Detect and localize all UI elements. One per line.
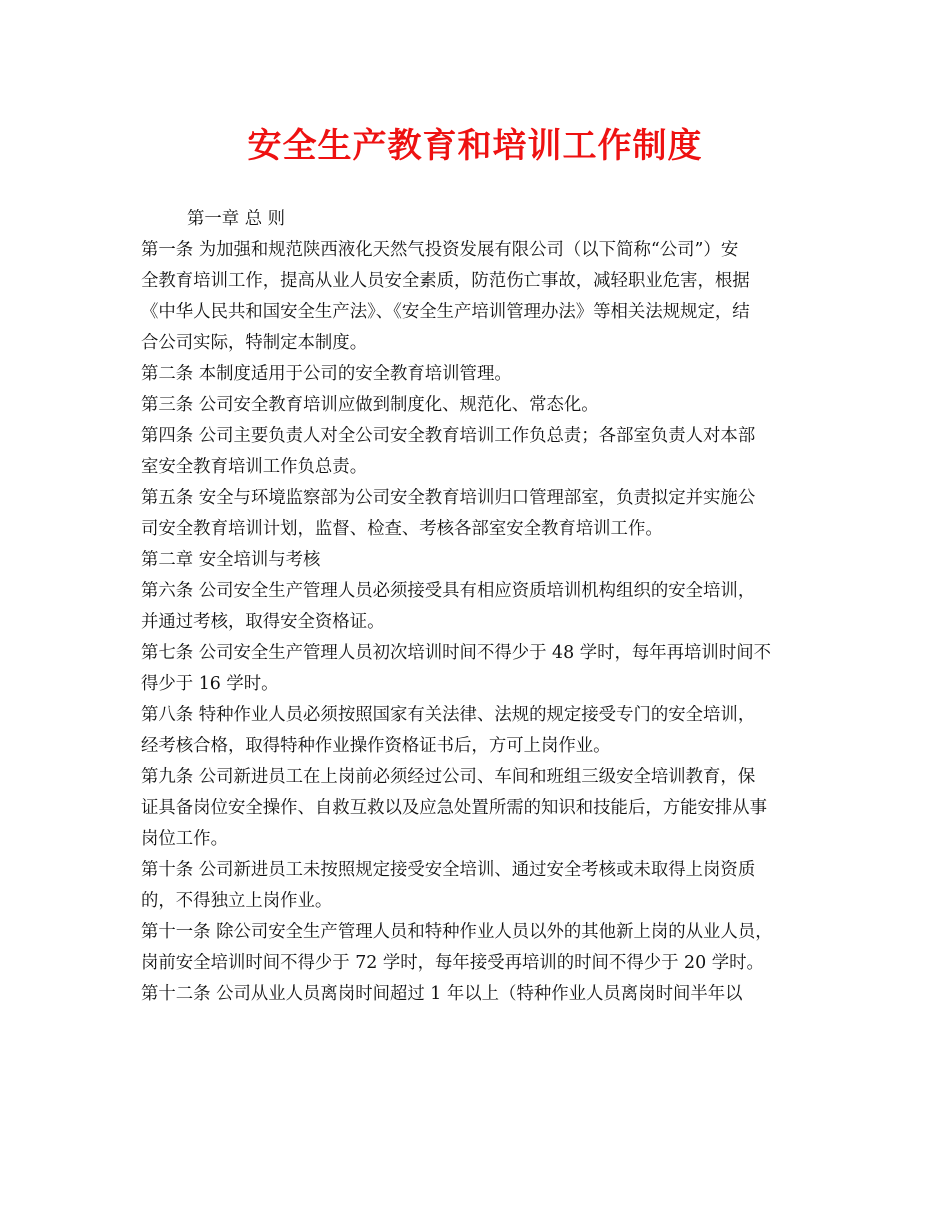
body-line: 第八条 特种作业人员必须按照国家有关法律、法规的规定接受专门的安全培训， <box>141 705 756 725</box>
body-line: 第七条 公司安全生产管理人员初次培训时间不得少于 48 学时，每年再培训时间不 <box>141 643 771 663</box>
body-line: 司安全教育培训计划，监督、检查、考核各部室安全教育培训工作。 <box>141 519 663 539</box>
chapter-heading: 第一章 总 则 <box>187 209 286 229</box>
body-line: 并通过考核，取得安全资格证。 <box>141 612 385 632</box>
body-line: 第九条 公司新进员工在上岗前必须经过公司、车间和班组三级安全培训教育，保 <box>141 767 756 787</box>
chapter-heading: 第二章 安全培训与考核 <box>141 550 321 570</box>
body-line: 合公司实际，特制定本制度。 <box>141 333 368 353</box>
body-line: 第五条 安全与环境监察部为公司安全教育培训归口管理部室，负责拟定并实施公 <box>141 488 756 508</box>
body-line: 室安全教育培训工作负总责。 <box>141 457 368 477</box>
body-line: 证具备岗位安全操作、自救互救以及应急处置所需的知识和技能后，方能安排从事 <box>141 798 768 818</box>
body-line: 第三条 公司安全教育培训应做到制度化、规范化、常态化。 <box>141 395 599 415</box>
body-line: 第六条 公司安全生产管理人员必须接受具有相应资质培训机构组织的安全培训， <box>141 581 756 601</box>
body-line: 经考核合格，取得特种作业操作资格证书后，方可上岗作业。 <box>141 736 611 756</box>
body-line: 第一条 为加强和规范陕西液化天然气投资发展有限公司（以下简称“公司”）安 <box>141 240 739 260</box>
body-line: 全教育培训工作，提高从业人员安全素质，防范伤亡事故，减轻职业危害，根据 <box>141 271 750 291</box>
body-line: 第四条 公司主要负责人对全公司安全教育培训工作负总责；各部室负责人对本部 <box>141 426 756 446</box>
body-line: 第二条 本制度适用于公司的安全教育培训管理。 <box>141 364 512 384</box>
body-line: 得少于 16 学时。 <box>141 674 279 694</box>
body-line: 岗位工作。 <box>141 829 228 849</box>
body-line: 第十二条 公司从业人员离岗时间超过 1 年以上（特种作业人员离岗时间半年以 <box>141 984 743 1004</box>
body-line: 的，不得独立上岗作业。 <box>141 891 333 911</box>
body-line: 《中华人民共和国安全生产法》、《安全生产培训管理办法》等相关法规规定，结 <box>141 302 750 322</box>
document-body <box>141 204 831 1010</box>
document-title: 安全生产教育和培训工作制度 <box>247 126 703 166</box>
body-line: 第十条 公司新进员工未按照规定接受安全培训、通过安全考核或未取得上岗资质 <box>141 860 756 880</box>
body-line: 第十一条 除公司安全生产管理人员和特种作业人员以外的其他新上岗的从业人员， <box>141 922 773 942</box>
body-line: 岗前安全培训时间不得少于 72 学时，每年接受再培训的时间不得少于 20 学时。 <box>141 953 764 973</box>
